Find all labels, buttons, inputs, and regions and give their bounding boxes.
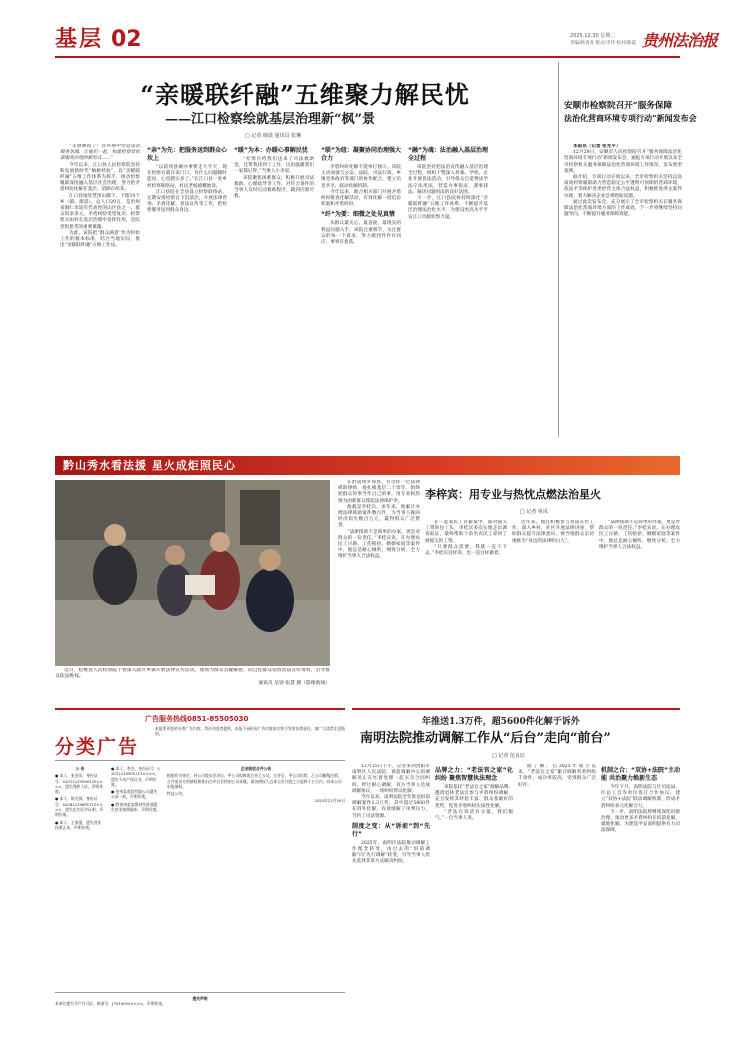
story3-column-2: [435, 764, 513, 1034]
section-title: 基层: [55, 27, 104, 52]
byline: 本报讯（记者 张光平）: [573, 144, 621, 149]
page-number: 02: [111, 27, 142, 52]
paragraph: 12月29日，安顺市人民检察院召开“服务保障法治化营商环境专项行动”新闻发布会，通报专项行动开展以来全市检察机关服务保障法治化营商环境工作情况，发布典型案例。: [564, 150, 682, 174]
story3-column-4: [601, 764, 680, 1034]
banner-text: 黔山秀水看法援 星火成炬照民心: [63, 459, 236, 472]
section-banner: [55, 456, 680, 475]
section-heading: “亲”为先：把服务送到群众心坎上: [147, 147, 227, 162]
notice-item: ● 黔南州某某建材经营部遗失营业执照副本，声明作废。: [111, 801, 161, 813]
photo-scene: [55, 480, 330, 666]
caption-text: 近日，松桃县人民检察院干警深入辖区乡镇开展法律宣传活动，现场为群众答疑解惑，向过往群众发放普法宣传资料，引导群众依法维权。: [55, 668, 330, 680]
ad-hotline: 广告服务热线0851-85505030: [145, 715, 249, 723]
notice-item: ● 贵州某商贸有限公司遗失公章一枚，声明作废。: [111, 789, 158, 800]
ad-bottom: [55, 996, 345, 1034]
section-heading: “纤”为要：细微之处见真情: [321, 211, 395, 219]
story3-headline: 南明法院推动调解工作从“后台”走向“前台”: [360, 731, 611, 746]
classified-top-rule: [55, 708, 345, 710]
paragraph: “老法官说话有分量，我们服气。”一位当事人说。: [435, 809, 513, 822]
paragraph: 他就是李桂宾。多年来，他累计办理法律援助案件数百件，为当事人挽回经济损失数百万元，赢得群众广泛赞誉。: [338, 504, 420, 529]
ad-column-1: [55, 766, 105, 986]
section-heading: “暖”为本：办暖心事解民忧: [234, 147, 308, 154]
story3: [352, 708, 680, 1038]
paragraph: “只要群众需要，我就一直干下去。”李桂宾这样说，也一直这样做着。: [425, 544, 507, 557]
newspaper-logo: 贵州法治报: [642, 31, 718, 50]
notice-item: 特此公告。: [167, 791, 186, 797]
classified-section: [55, 708, 345, 1038]
paragraph: 该院坚持把法治宣传融入基层治理全过程，组织干警深入村寨、学校、企业开展普法活动，引导群众自觉尊法学法守法用法，营造办事依法、遇事找法、解决问题用法的良好氛围。: [408, 165, 488, 195]
paragraph: 12月25日下午，记者来到贵阳市南明区人民法院，诉前调解中心的调解员正在忙着处理一起买卖合同纠纷。经过耐心调解，双方当事人达成调解协议，一场纠纷得以化解。: [352, 764, 430, 794]
notice-heading: 企业吸收合并公告: [240, 766, 272, 771]
right-story-title-line-1: 安顺市检察院召开“服务保障: [564, 101, 673, 111]
notice-item: 2025年12月30日: [314, 798, 345, 804]
paragraph: 今年以来，南明法院全年推送诉前调解案件1.3万件，其中超过5600件在诉外化解，有效缓解了审判压力，节约了司法资源。: [352, 795, 430, 819]
section-heading: “联”为纽：凝聚协同治理强大合力: [321, 147, 401, 162]
lead-column-4: [321, 144, 401, 434]
paragraph: “检察官给我们送来了司法救助金，还帮我找到了工作，这份温暖我们一家都记得。”当事人小李说。: [234, 157, 314, 175]
paragraph: 今年下月，南明法院与区司法局、区总工会等单位签订合作协议，建立“双协+法院”联动调解机制，形成矛盾纠纷多元化解合力。: [601, 785, 680, 809]
story2-headline: 李梓宾：用专业与热忱点燃法治星火: [425, 488, 601, 501]
news-photo: [55, 480, 330, 666]
lead-byline: □ 记者 杨琰 通讯员 张琳: [245, 133, 302, 139]
note-text: 本报所刊登的分类广告内容，均由刊登者提供，本报不承担因广告内容真实性引发的法律责任，请广大读者注意甄别。: [155, 726, 345, 737]
story3-column-1: [352, 764, 430, 1034]
paragraph: “法律援助不是简单的办案，更是对群众的一份责任。”李桂宾说。在办理农民工讨薪、工伤赔偿、婚姻家庭等案件中，他总是耐心倾听、细致分析，全力维护当事人合法权益。: [338, 529, 420, 560]
lead-column-3: [234, 144, 314, 434]
paragraph: 下一步，南明法院将继续深化诉源治理，推动更多矛盾纠纷在诉前化解、就地化解，为建设平安南明提供有力司法保障。: [601, 809, 680, 834]
lead-column-1: [60, 144, 140, 434]
notice-item: ● 本人：陈先锋，身份证号：52042219681115××××，遗失出生医学证明，声明作废。: [55, 796, 104, 818]
classified-rule: [55, 760, 345, 761]
paragraph: “法律援助不是简单的办案，更是对群众的一份责任。”李桂宾说。在办理农民工讨薪、工伤赔偿、婚姻家庭等案件中，他总是耐心倾听、细致分析，全力维护当事人合法权益。: [599, 520, 680, 550]
section-heading: 机制之合：“双协+法院”主动能 共治聚力焕新生态: [601, 767, 680, 782]
story3-byline: □ 记者 范良辰: [492, 753, 525, 759]
paragraph: 江口县院在全县设立检察联络站，定期安排检察官下沉基层，开展法律咨询、矛盾化解、普法宣传等工作，把检察服务送到群众身边。: [147, 189, 227, 214]
lead-story: [55, 62, 555, 442]
lead-column-2: [147, 144, 227, 434]
paragraph: 从群众最关心、最直接、最现实的利益问题入手，该院注重细节，关注群众的每一个诉求，努力做到件件有回应、事事有着落。: [321, 221, 401, 246]
paragraph: 通过此次发布会，充分展示了全市检察机关在服务保障法治化营商环境方面的工作成效，下一步将继续坚持问题导向，不断提升服务保障效能。: [564, 199, 682, 218]
notice-item: 根据有关规定，经公司股东会决议，甲公司拟吸收合并乙公司。合并后，甲公司存续，乙公司解散注销。合并前各方的债权债务由合并后存续的公司承继。请各债权人自本公告刊登之日起四十五日内，向本公司申报债权。: [167, 773, 342, 789]
paragraph: 矛盾纠纷化解不能单打独斗。该院主动加强与公安、法院、司法行政、乡镇党委政府等部门的协作配合，建立信息共享、联动化解机制。: [321, 165, 401, 189]
lead-subtitle: ——江口检察绘就基层治理新“枫”景: [165, 112, 375, 127]
right-story-title-line-2: 法治化营商环境专项行动”新闻发布会: [564, 113, 697, 123]
paragraph: 在黔南州罗甸县，有这样一位法律援助律师，他扎根基层二十余年，始终把群众的事当作自己的事，用专业和热情为困难群众撑起法律保护伞。: [338, 480, 420, 504]
lead-headline: “亲暖联纤融”五维聚力解民忧: [140, 80, 470, 109]
story2-column-4: [599, 520, 680, 702]
photo-credit: 通讯员 吴钞 张慧 摄（影像新闻）: [258, 680, 330, 686]
right-top-story: [562, 62, 697, 442]
paragraph: 为此，该院把“群众满意”作为检验工作的根本标准，结合当地实际，推出“亲暖联纤融”五维工作法。: [60, 230, 140, 249]
column-divider: [558, 62, 559, 437]
photo-caption: [55, 668, 330, 698]
paragraph: 该院聚焦困难群众，积极开展司法救助、心理疏导等工作，对符合条件的当事人及时启动救助程序，做到应救尽救。: [234, 175, 314, 200]
paragraph: 今年以来，联合相关部门开展矛盾纠纷排查化解活动，有效化解一批信访积案和矛盾纠纷。: [321, 189, 401, 208]
paragraph: 近年来，他还积极参与普法宣传工作，深入乡村、社区开展法律讲座，帮助群众提升法律意识，被当地群众亲切地称为“身边的法律明白人”。: [512, 520, 594, 544]
classified-note: [155, 726, 345, 754]
story3-top-rule: [352, 708, 680, 710]
story2-column-1: [338, 480, 420, 702]
right-story-body: [564, 144, 682, 430]
lead-column-5: [408, 144, 488, 434]
notice-item: ● 本人：王家强，遗失营业执照正本，声明作废。: [55, 819, 102, 830]
paragraph: 2025年，南明区法院推动调解工作理念转变，由过去的“诉前调解”向“先行调解”转变，引导当事人优先选择非诉方式解决纠纷。: [352, 840, 430, 865]
editor-line: 责编/杨青青 版式/李伟 校对/陈霞: [570, 41, 636, 46]
paragraph: 在一起农民工讨薪案中，面对拖欠工资的包工头，李桂宾多次实地走访调查取证，最终帮助十余名农民工拿回了被拖欠的工资。: [425, 520, 507, 544]
story3-column-3: [518, 764, 596, 1034]
section-heading: 品牌之力：“老法官之家”化纠纷 聚焦智慧执法理念: [435, 767, 513, 782]
masthead: [0, 0, 735, 58]
notice-heading: 公 告: [75, 766, 85, 771]
story3-kicker: 年推送1.3万件，超5600件化解于诉外: [422, 717, 580, 727]
date-line: 2025.12.30 星期二: [570, 33, 616, 39]
ad-column-3: [167, 766, 345, 986]
story2-byline: □ 记者 单凤: [520, 509, 548, 515]
paragraph: 江口县地处梵净山脚下，下辖10个乡（镇、街道），总人口20万，是贵州省铜仁市较有代表性的山区县之一。群众诉求多元，矛盾纠纷类型复杂，检察机关如何在基层治理中发挥作用，是院党组思考的重要课题。: [60, 193, 140, 230]
notice-item: 本单位遗失开户许可证，核准号：J7010000××××，声明作废。: [55, 1001, 166, 1007]
paragraph: 据了解，自2025年成立以来，“老法官之家”累计调解各类纠纷千余件，成功率较高，受到群众广泛好评。: [518, 764, 596, 788]
story2-column-2: [425, 520, 507, 702]
notice-item: ● 本人：李杰，身份证号：52012219901213××××，遗失不动产权证书，声明作废。: [111, 766, 160, 787]
paragraph: 今年以来，江口县人民检察院坚持和发展新时代“枫桥经验”，以“亲暖联纤融”五维工作体系为抓手，推动检察履职深度融入基层社会治理，努力把矛盾纠纷化解在基层、消除在萌芽。: [60, 162, 140, 193]
paragraph: 据介绍，专项行动开展以来，全市检察机关坚持以高质效检察履职助力营造稳定公平透明可预期的营商环境，依法平等保护各类经营主体合法权益，积极推进涉企案件办理，着力解决企业急难愁盼问题。: [564, 175, 682, 199]
paragraph: “以前到县城办事要走大半天，现在检察官就在家门口，有什么问题随时能问，心里踏实多了。”在江口县一处乡村检察联络站，村民老杨感慨地说。: [147, 165, 227, 189]
notice-item: ● 本人：张金凤，身份证号：52012219560120××××，遗失残疾人证，声明作废。: [55, 773, 104, 795]
lead-intro: “无感维权了！在环境中营造法治服务氛围，让他们一起，构建检察官依靠服务治理的新形式……”: [60, 144, 140, 162]
section-heading: 制度之变：从“诉前”到“先行”: [352, 822, 430, 838]
paragraph: 该院依托“老法官之家”调解品牌，邀请退休老法官参与矛盾纠纷调解，充分发挥其经验丰富、群众基础好的优势，促进矛盾纠纷实质性化解。: [435, 785, 513, 809]
masthead-rule: [55, 56, 680, 58]
section-heading: “融”为魂：法治融入基层治理全过程: [408, 147, 488, 162]
paragraph: 下一步，江口县院将持续深化“亲暖联纤融”五维工作体系，不断提升基层治理法治化水平，为建设更高水平平安江口贡献检察力量。: [408, 196, 488, 220]
story2-column-3: [512, 520, 594, 702]
ad-column-2: [111, 766, 161, 986]
classified-title: 分类广告: [55, 736, 140, 758]
notice-heading: 遗失声明: [192, 996, 208, 1001]
classified-bottom-rule: [55, 992, 345, 993]
